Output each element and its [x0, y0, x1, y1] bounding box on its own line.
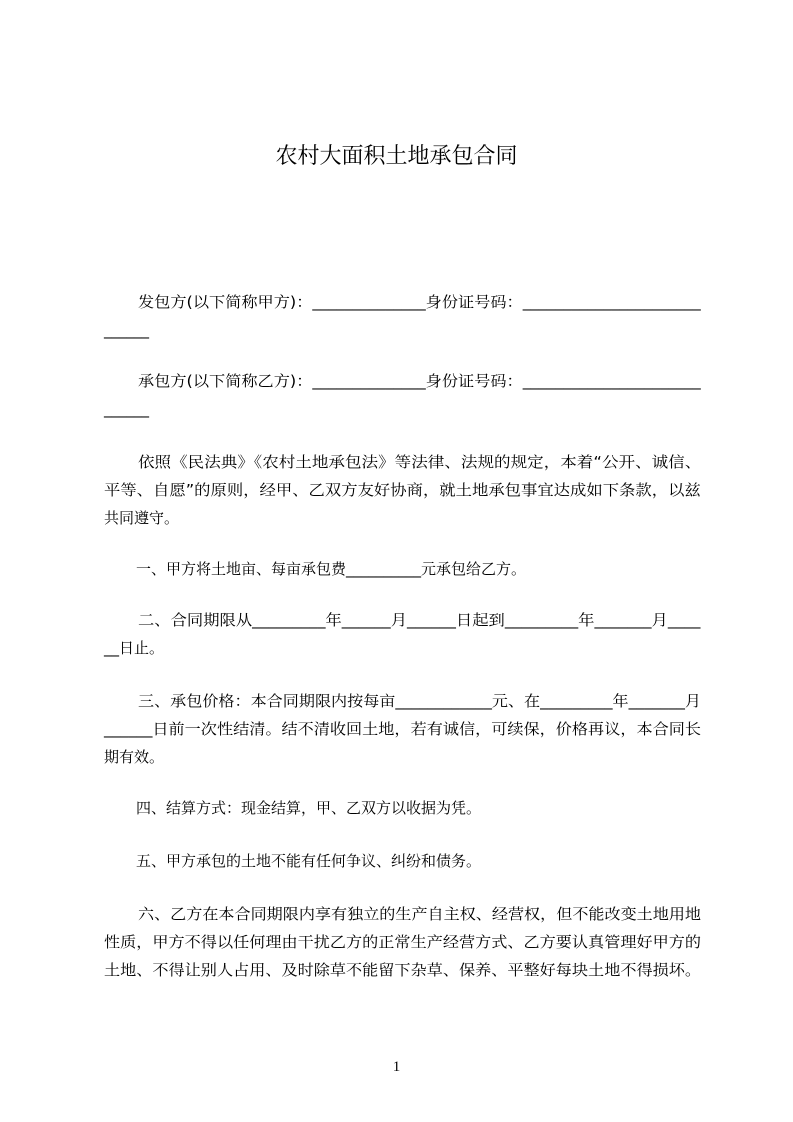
clause-6-line-2: 性质，甲方不得以任何理由干扰乙方的正常生产经营方式、乙方要认真管理好甲方的	[104, 933, 702, 951]
preamble-line-3: 共同遵守。	[104, 509, 180, 527]
clause-3-line-1: 三、承包价格：本合同期限内按每亩____________元、在_________年_______月	[138, 692, 702, 710]
document-title: 农村大面积土地承包合同	[275, 144, 518, 169]
preamble-line-1: 依照《民法典》《农村土地承包法》等法律、法规的规定，本着“公开、诚信、	[138, 453, 702, 471]
page-number: 1	[392, 1059, 401, 1075]
clause-1: 一、甲方将土地亩、每亩承包费__________元承包给乙方。	[136, 560, 527, 578]
clause-3-line-3: 期有效。	[104, 748, 165, 766]
party-a-line: 发包方(以下简称甲方)：______________身份证号码：______________________	[138, 293, 701, 311]
clause-6-line-1: 六、乙方在本合同期限内享有独立的生产自主权、经营权，但不能改变土地用地	[138, 905, 702, 923]
clause-2-line-1: 二、合同期限从_________年______月______日起到_________年_______月____	[138, 611, 701, 629]
clause-4: 四、结算方式：现金结算，甲、乙双方以收据为凭。	[136, 799, 482, 817]
clause-5: 五、甲方承包的土地不能有任何争议、纠纷和债务。	[136, 852, 482, 870]
preamble-line-2: 平等、自愿”的原则，经甲、乙双方友好协商，就土地承包事宜达成如下条款，以兹	[104, 481, 701, 499]
clause-6-line-3: 土地、不得让别人占用、及时除草不能留下杂草、保养、平整好每块土地不得损坏。	[104, 961, 702, 979]
clause-2-line-2: __日止。	[104, 639, 165, 657]
party-b-line: 承包方(以下简称乙方)：______________身份证号码：______________________	[138, 372, 701, 390]
party-a-line-cont: ______	[104, 321, 149, 339]
clause-3-line-2: ______日前一次性结清。结不清收回土地，若有诚信，可续保，价格再议，本合同长	[104, 720, 702, 738]
party-b-line-cont: ______	[104, 400, 149, 418]
